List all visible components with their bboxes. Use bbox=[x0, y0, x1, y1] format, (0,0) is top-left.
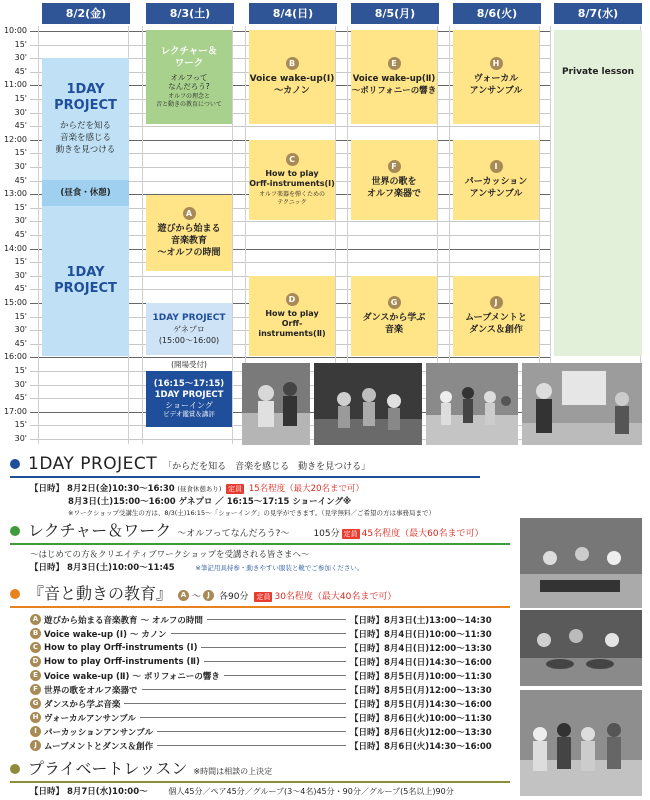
lesson-date: 【日時】8月5日(月)12:00〜13:30 bbox=[350, 685, 492, 696]
lesson-row bbox=[30, 698, 490, 709]
private-date: 【日時】 8月7日(水)10:00〜 bbox=[30, 787, 148, 797]
block-h-lesson bbox=[453, 30, 539, 124]
block-title: ムーブメントと ダンス＆創作 bbox=[465, 313, 527, 335]
lecture-capacity: 45名程度（最大60名まで可） bbox=[361, 529, 484, 539]
leader-line bbox=[157, 745, 346, 746]
time-label: 12:00 bbox=[3, 134, 27, 144]
lesson-letter-badge: C bbox=[30, 642, 41, 653]
lesson-letter-badge: F bbox=[388, 160, 401, 173]
section-dot-icon bbox=[10, 764, 20, 774]
day-header: 8/4(日) bbox=[249, 3, 337, 24]
block-title: 1DAY PROJECT bbox=[54, 82, 117, 113]
leader-line bbox=[140, 717, 346, 718]
section-1day-header bbox=[10, 455, 370, 473]
block-title: 世界の歌を オルフ楽器で bbox=[366, 177, 421, 199]
block-f-lesson bbox=[351, 140, 437, 220]
section-underline bbox=[10, 476, 480, 478]
block-note: ビデオ鑑賞＆講評 bbox=[163, 410, 215, 418]
lesson-name: ヴォーカルアンサンブル bbox=[44, 713, 136, 724]
1day-date-note: (昼食休憩あり) bbox=[177, 485, 222, 493]
time-label: 45' bbox=[14, 175, 27, 185]
leader-line bbox=[157, 731, 346, 732]
range-separator: 〜 bbox=[192, 592, 202, 602]
section-dot-icon bbox=[10, 589, 20, 599]
lesson-letter-badge: E bbox=[30, 670, 41, 681]
time-label: 30' bbox=[14, 216, 27, 226]
time-label: 30' bbox=[14, 379, 27, 389]
lesson-letter-badge: F bbox=[30, 684, 41, 695]
lesson-letter-badge: D bbox=[286, 293, 299, 306]
lesson-letter-badge: J bbox=[490, 296, 503, 309]
time-label: 45' bbox=[14, 338, 27, 348]
lesson-letter-badge: A bbox=[30, 614, 41, 625]
lesson-name: パーカッションアンサンブル bbox=[44, 727, 153, 738]
block-genepro bbox=[146, 303, 232, 355]
section-private-header bbox=[10, 760, 272, 778]
block-g-lesson bbox=[351, 276, 437, 356]
block-1day-afternoon bbox=[42, 206, 129, 356]
capacity-tag: 定員 bbox=[343, 530, 358, 538]
section-lecture-header bbox=[10, 522, 484, 540]
time-label: 10:00 bbox=[3, 26, 27, 35]
photo-group bbox=[520, 690, 642, 796]
time-label: 30' bbox=[14, 325, 27, 335]
block-1day-morning bbox=[42, 58, 129, 180]
lesson-letter-badge: J bbox=[30, 740, 41, 751]
block-j-lesson bbox=[453, 276, 539, 356]
lesson-name: ダンスから学ぶ音楽 bbox=[44, 699, 121, 710]
section-subtitle: 「からだを知る 音楽を感じる 動きを見つける」 bbox=[163, 462, 371, 472]
block-sub: ショーイング bbox=[165, 401, 213, 410]
1day-line2: 8月3日(土)15:00〜16:00 ゲネプロ ／ 16:15〜17:15 ショーイング※ bbox=[68, 497, 352, 507]
day-header: 8/5(月) bbox=[351, 3, 439, 24]
lesson-letter-badge: B bbox=[286, 57, 299, 70]
lesson-row bbox=[30, 614, 490, 625]
time-label: 15' bbox=[14, 257, 27, 267]
range-end-badge: J bbox=[203, 590, 214, 601]
lecture-minutes: 105分 bbox=[313, 529, 340, 539]
block-title: (昼食・休憩) bbox=[60, 188, 111, 198]
time-label: 15' bbox=[14, 94, 27, 103]
time-label: 13:00 bbox=[3, 189, 27, 199]
section-title: プライベートレッスン bbox=[28, 759, 188, 778]
block-showing bbox=[146, 371, 232, 427]
block-title: 1DAY PROJECT bbox=[54, 265, 117, 296]
lesson-date: 【日時】8月4日(日)14:30〜16:00 bbox=[350, 657, 492, 668]
lesson-letter-badge: H bbox=[30, 712, 41, 723]
block-title: パーカッション アンサンブル bbox=[464, 177, 528, 199]
lesson-row bbox=[30, 684, 490, 695]
day-header: 8/2(金) bbox=[42, 3, 130, 24]
photo-workshop-3 bbox=[426, 363, 518, 445]
lesson-date: 【日時】8月6日(火)10:00〜11:30 bbox=[350, 713, 492, 724]
lesson-date: 【日時】8月4日(日)12:00〜13:30 bbox=[350, 643, 492, 654]
block-sub: からだを知る 音楽を感じる 動きを見つける bbox=[55, 121, 116, 155]
block-title: How to play Orff-instruments(Ⅰ) bbox=[249, 169, 335, 188]
block-sub: ゲネプロ (15:00〜16:00) bbox=[158, 325, 220, 345]
leader-line bbox=[207, 619, 346, 620]
block-title: Private lesson bbox=[561, 67, 635, 77]
time-label: 15' bbox=[14, 202, 27, 212]
lesson-letter-badge: C bbox=[286, 153, 299, 166]
lesson-letter-badge: I bbox=[30, 726, 41, 737]
block-note: オルフの理念と 音と動きの教育について bbox=[156, 92, 222, 108]
day-header: 8/3(土) bbox=[146, 3, 234, 24]
lesson-letter-badge: E bbox=[388, 57, 401, 70]
time-label: 15' bbox=[14, 366, 27, 375]
lesson-letter-badge: H bbox=[490, 57, 503, 70]
section-title: 1DAY PROJECT bbox=[28, 454, 158, 474]
time-label: 30' bbox=[14, 270, 27, 280]
block-title: 遊びから始まる 音楽教育 〜オルフの時間 bbox=[157, 224, 221, 258]
time-label: 16:00 bbox=[3, 352, 27, 362]
block-private-lesson bbox=[554, 30, 642, 356]
grid-column-line bbox=[38, 26, 39, 444]
range-start-badge: A bbox=[178, 590, 189, 601]
private-note: ※時間は相談の上決定 bbox=[193, 767, 273, 776]
lecture-note: ※筆記用具持参・動きやすい服装と靴でご参加ください。 bbox=[195, 564, 364, 572]
block-note: オルフ楽器を弾くための テクニック bbox=[258, 191, 325, 206]
lesson-letter-badge: I bbox=[490, 160, 503, 173]
block-lunch bbox=[42, 180, 129, 206]
education-minutes: 各90分 bbox=[219, 592, 249, 602]
leader-line bbox=[142, 689, 346, 690]
day-header: 8/7(水) bbox=[554, 3, 642, 24]
time-label: 15' bbox=[14, 148, 27, 158]
leader-line bbox=[204, 661, 346, 662]
block-title: Voice wake-up(Ⅰ) 〜カノン bbox=[249, 74, 335, 96]
lesson-date: 【日時】8月4日(日)10:00〜11:30 bbox=[350, 629, 492, 640]
lecture-date-line bbox=[30, 562, 363, 574]
lesson-letter-badge: G bbox=[30, 698, 41, 709]
education-capacity: 30名程度（最大40名まで可） bbox=[274, 592, 397, 602]
section-subtitle: 〜オルフってなんだろう?〜 bbox=[177, 529, 290, 539]
time-label: 30' bbox=[14, 162, 27, 171]
lesson-name: 世界の歌をオルフ楽器で bbox=[44, 685, 138, 696]
block-d-lesson bbox=[249, 276, 335, 356]
leader-line bbox=[224, 675, 346, 676]
lesson-name: How to play Orff-instruments (Ⅰ) bbox=[44, 642, 198, 653]
1day-capacity: 15名程度（最大20名まで可） bbox=[248, 484, 364, 494]
lesson-letter-badge: A bbox=[183, 207, 196, 220]
grid-line bbox=[30, 357, 550, 358]
time-label: 15' bbox=[14, 420, 27, 430]
block-a-lesson bbox=[146, 195, 232, 271]
block-title: (開場受付) bbox=[171, 359, 207, 369]
leader-line bbox=[201, 647, 346, 648]
lesson-row bbox=[30, 712, 490, 723]
lecture-date: 【日時】 8月3日(土)10:00〜11:45 bbox=[30, 563, 175, 573]
lesson-letter-badge: G bbox=[388, 296, 401, 309]
lesson-name: How to play Orff-instruments (Ⅱ) bbox=[44, 656, 200, 667]
time-label: 45' bbox=[14, 284, 27, 294]
lesson-letter-badge: D bbox=[30, 656, 41, 667]
lesson-date: 【日時】8月5日(月)10:00〜11:30 bbox=[350, 671, 492, 682]
block-reception bbox=[146, 357, 232, 371]
lecture-line1: 〜はじめての方＆クリエイティブワークショップを受講される皆さまへ〜 bbox=[30, 550, 310, 560]
time-label: 11:00 bbox=[3, 80, 27, 90]
lesson-row bbox=[30, 740, 490, 751]
private-date-line bbox=[30, 786, 454, 798]
time-label: 17:00 bbox=[3, 406, 27, 416]
block-c-lesson bbox=[249, 140, 335, 220]
block-b-lesson bbox=[249, 30, 335, 124]
section-underline bbox=[10, 781, 510, 783]
lesson-row bbox=[30, 656, 490, 667]
photo-workshop-1 bbox=[242, 363, 310, 445]
time-label: 30' bbox=[14, 53, 27, 63]
lesson-name: Voice wake-up (Ⅰ) 〜 カノン bbox=[44, 629, 167, 640]
block-sub: オルフって なんだろう? bbox=[168, 72, 210, 91]
block-title: 1DAY PROJECT bbox=[152, 313, 226, 323]
photo-workshop-4 bbox=[522, 363, 642, 445]
block-title: (16:15〜17:15) 1DAY PROJECT bbox=[153, 379, 225, 400]
lesson-name: Voice wake-up (Ⅱ) 〜 ポリフォニーの響き bbox=[44, 671, 220, 682]
lesson-row bbox=[30, 726, 490, 737]
1day-line3: ※ワークショップ受講生の方は、8/3(土)16:15〜「ショーイング」の見学ができます。（見学無料／ご希望の方は事務局まで） bbox=[68, 509, 436, 517]
block-e-lesson bbox=[351, 30, 437, 124]
capacity-tag: 定員 bbox=[228, 485, 243, 493]
lesson-date: 【日時】8月6日(火)14:30〜16:00 bbox=[350, 741, 492, 752]
1day-date: 【日時】 8月2日(金)10:30〜16:30 bbox=[30, 484, 175, 494]
lesson-row bbox=[30, 670, 490, 681]
time-label: 30' bbox=[14, 434, 27, 443]
photo-lecture bbox=[520, 518, 642, 608]
leader-line bbox=[124, 703, 346, 704]
block-title: How to play Orff-instruments(Ⅱ) bbox=[258, 309, 326, 338]
block-i-lesson bbox=[453, 140, 539, 220]
section-underline bbox=[10, 606, 510, 608]
grid-column-line bbox=[142, 26, 143, 444]
time-label: 15:00 bbox=[3, 298, 27, 307]
block-title: ダンスから学ぶ 音楽 bbox=[362, 313, 426, 335]
lesson-date: 【日時】8月6日(火)12:00〜13:30 bbox=[350, 727, 492, 738]
time-label: 30' bbox=[14, 107, 27, 117]
lesson-row bbox=[30, 628, 490, 639]
section-education-header bbox=[10, 585, 396, 603]
time-label: 14:00 bbox=[3, 243, 27, 253]
block-lecture-work bbox=[146, 30, 232, 124]
capacity-tag: 定員 bbox=[256, 593, 271, 601]
time-label: 45' bbox=[14, 121, 27, 131]
section-underline bbox=[10, 543, 510, 545]
lesson-row bbox=[30, 642, 490, 653]
time-label: 15' bbox=[14, 311, 27, 321]
section-title: 『音と動きの教育』 bbox=[28, 584, 173, 603]
section-dot-icon bbox=[10, 526, 20, 536]
block-title: ヴォーカル アンサンブル bbox=[469, 74, 523, 96]
day-header: 8/6(火) bbox=[453, 3, 541, 24]
lesson-date: 【日時】8月5日(月)14:30〜16:00 bbox=[350, 699, 492, 710]
lesson-name: ムーブメントとダンス＆創作 bbox=[44, 741, 154, 752]
time-label: 45' bbox=[14, 66, 27, 76]
lesson-letter-badge: B bbox=[30, 628, 41, 639]
1day-date-line bbox=[30, 483, 364, 495]
time-label: 15' bbox=[14, 39, 27, 49]
section-title: レクチャー＆ワーク bbox=[28, 521, 172, 540]
leader-line bbox=[171, 633, 346, 634]
photo-percussion bbox=[520, 610, 642, 686]
grid-column-line bbox=[232, 26, 233, 444]
time-label: 45' bbox=[14, 230, 27, 239]
private-rates: 個人45分／ペア45分／グループ(3〜4名)45分・90分／グループ(5名以上)90分 bbox=[168, 787, 454, 796]
block-title: レクチャー＆ ワーク bbox=[160, 45, 218, 69]
section-dot-icon bbox=[10, 459, 20, 469]
time-label: 45' bbox=[14, 393, 27, 403]
photo-workshop-2 bbox=[314, 363, 422, 445]
block-title: Voice wake-up(Ⅱ) 〜ポリフォニーの響き bbox=[351, 74, 437, 96]
lesson-date: 【日時】8月3日(土)13:00〜14:30 bbox=[350, 615, 492, 626]
lesson-name: 遊びから始まる音楽教育 〜 オルフの時間 bbox=[44, 615, 203, 626]
